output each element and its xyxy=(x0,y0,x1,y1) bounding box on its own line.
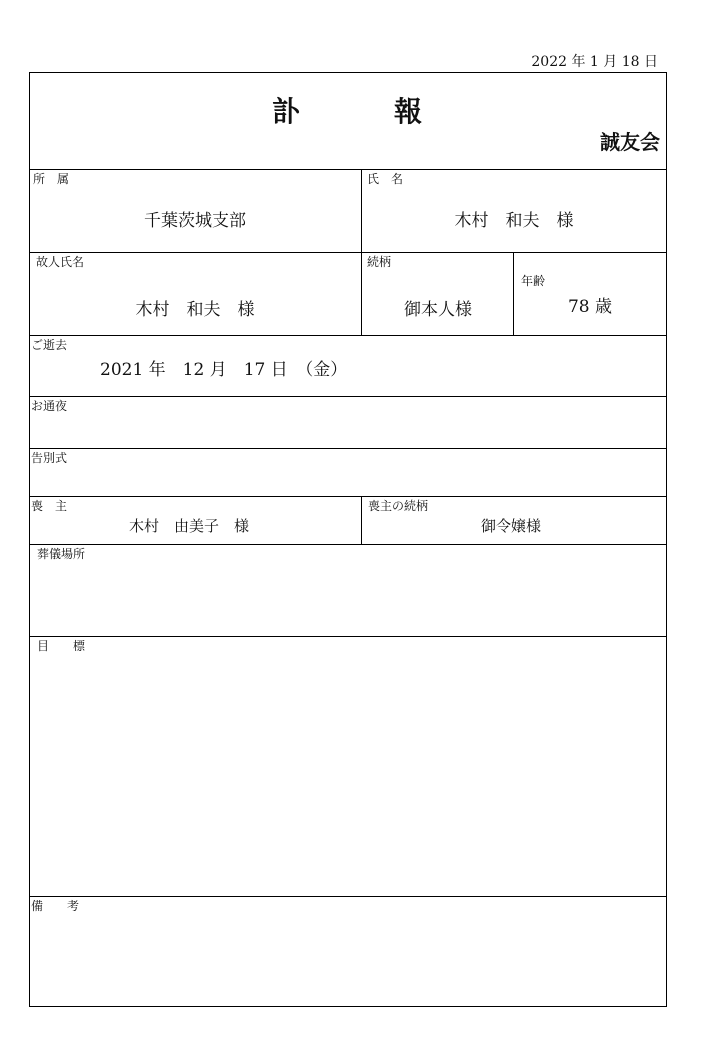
divider xyxy=(30,396,666,397)
affiliation-value: 千葉茨城支部 xyxy=(144,211,246,231)
relationship-label: 続柄 xyxy=(367,255,392,269)
chief-mourner-relation-label: 喪主の続柄 xyxy=(368,499,429,513)
chief-mourner-value: 木村 由美子 様 xyxy=(129,517,250,535)
title-char-2: 報 xyxy=(394,95,425,128)
funeral-label: 告別式 xyxy=(31,451,68,465)
age-label: 年齢 xyxy=(521,274,546,288)
divider xyxy=(30,448,666,449)
passing-value: 2021 年 12 月 17 日 （金） xyxy=(100,360,348,380)
chief-mourner-relation-value: 御令嬢様 xyxy=(481,517,542,535)
name-label: 氏 名 xyxy=(367,172,404,186)
issue-date: 2022 年 1 月 18 日 xyxy=(531,54,658,70)
name-value: 木村 和夫 様 xyxy=(454,211,574,231)
divider xyxy=(30,252,666,253)
organization-name: 誠友会 xyxy=(600,130,660,154)
divider xyxy=(30,169,666,170)
relationship-value: 御本人様 xyxy=(404,300,472,320)
chief-mourner-label: 喪 主 xyxy=(31,499,68,513)
wake-label: お通夜 xyxy=(31,399,68,413)
affiliation-label: 所 属 xyxy=(33,172,70,186)
page-title xyxy=(29,90,667,130)
target-label: 目 標 xyxy=(37,639,86,653)
divider xyxy=(30,496,666,497)
divider xyxy=(30,636,666,637)
divider xyxy=(361,496,362,544)
age-value: 78 歳 xyxy=(567,297,613,317)
passing-label: ご逝去 xyxy=(31,338,68,352)
deceased-name-label: 故人氏名 xyxy=(36,255,85,269)
venue-label: 葬儀場所 xyxy=(37,547,86,561)
deceased-name-value: 木村 和夫 様 xyxy=(135,300,255,320)
divider xyxy=(30,335,666,336)
title-char-1: 訃 xyxy=(271,95,302,128)
divider xyxy=(30,544,666,545)
remarks-label: 備 考 xyxy=(31,899,80,913)
divider xyxy=(30,896,666,897)
